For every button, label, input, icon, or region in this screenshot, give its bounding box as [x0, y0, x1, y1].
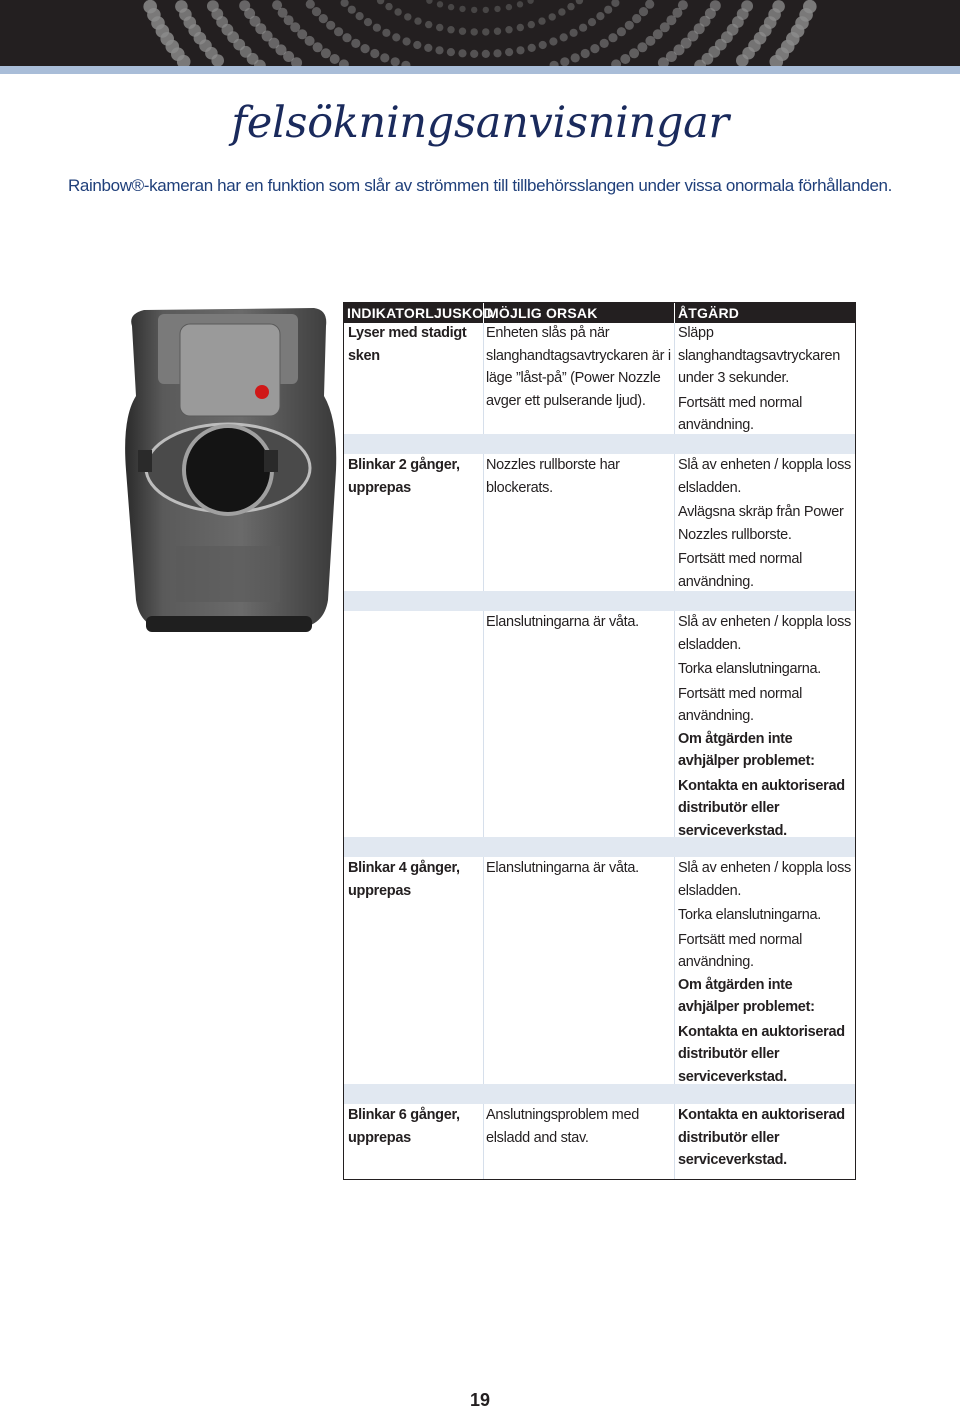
- decorative-dot: [394, 8, 401, 15]
- decorative-dot: [356, 12, 364, 20]
- decorative-dot: [239, 0, 250, 11]
- decorative-dot: [590, 44, 599, 53]
- intro-text: Rainbow®-kameran har en funktion som slår av strömmen till tillbehörsslangen under vissa onormala förhållanden.: [67, 176, 893, 195]
- decorative-dot: [632, 14, 641, 23]
- decorative-dot: [471, 28, 478, 35]
- decorative-dot: [373, 24, 381, 32]
- decorative-dot: [600, 39, 609, 48]
- decorative-dot: [334, 27, 343, 36]
- decorative-dot: [506, 4, 512, 10]
- decorative-dot: [458, 49, 466, 57]
- decorative-dot: [611, 0, 619, 7]
- row-separator: [344, 434, 855, 454]
- decorative-dot: [588, 18, 596, 26]
- decorative-dot: [392, 33, 400, 41]
- action-row-3: [678, 611, 854, 842]
- decorative-dot: [576, 0, 583, 4]
- decorative-dot: [579, 24, 587, 32]
- indicator-code-4-blinks: Blinkar 4 gånger, upprepas: [348, 860, 460, 899]
- decorative-dot: [625, 21, 634, 30]
- decorative-dot: [313, 42, 323, 52]
- decorative-dot: [516, 46, 524, 54]
- header-action: ÅTGÄRD: [674, 303, 855, 323]
- cause-connection-problem: Anslutningsproblem med elsladd and stav.: [486, 1107, 639, 1146]
- decorative-dot: [570, 29, 578, 37]
- decorative-dot: [403, 37, 411, 45]
- decorative-dot: [596, 12, 604, 20]
- action-step-bold: Kontakta en auktoriserad distributör eller serviceverkstad.: [678, 1107, 845, 1168]
- decorative-dot: [385, 3, 392, 10]
- decorative-dot: [639, 7, 648, 16]
- decorative-dot: [528, 21, 535, 28]
- cause-wet-connections: Elanslutningarna är våta.: [486, 614, 639, 630]
- decorative-dot: [424, 44, 432, 52]
- decorative-dot: [608, 33, 617, 42]
- banner-stripe: [0, 66, 960, 74]
- action-row-1: [678, 322, 854, 437]
- indicator-code-2-blinks: Blinkar 2 gånger, upprepas: [348, 457, 460, 496]
- decorative-dot: [341, 0, 349, 7]
- decorative-dot: [505, 48, 513, 56]
- decorative-dot: [629, 48, 639, 58]
- decorative-dot: [558, 8, 565, 15]
- decorative-dot: [435, 46, 443, 54]
- decorative-dot: [448, 4, 454, 10]
- action-step: Slå av enheten / koppla loss elsladden.: [678, 457, 851, 496]
- indicator-code-steady: Lyser med stadigt sken: [348, 325, 467, 364]
- decorative-dot: [404, 13, 411, 20]
- header-possible-cause: MÖJLIG ORSAK: [483, 303, 674, 323]
- decorative-dot: [505, 26, 512, 33]
- decorative-dot: [326, 21, 335, 30]
- row-separator: [344, 591, 855, 611]
- decorative-dot: [306, 0, 315, 9]
- action-row-4: [678, 857, 854, 1088]
- decorative-dot: [567, 3, 574, 10]
- cause-trigger-locked: Enheten slås på när slanghandtagsavtryckaren är i läge ”låst-på” (Power Nozzle avger ett pulserande ljud).: [486, 325, 671, 409]
- action-step: Fortsätt med normal användning.: [678, 931, 803, 970]
- decorative-dot: [517, 1, 523, 7]
- decorative-dot: [437, 1, 443, 7]
- decorative-dot: [361, 44, 370, 53]
- decorative-dot: [272, 0, 282, 10]
- decorative-dot: [538, 17, 545, 24]
- decorative-dot: [377, 0, 384, 4]
- device-photo: [118, 300, 340, 652]
- decorative-dot: [494, 28, 501, 35]
- decorative-dot: [321, 48, 331, 58]
- dot-pattern-decoration: [0, 0, 960, 70]
- decorative-dot: [549, 37, 557, 45]
- action-step-bold: Kontakta en auktoriserad distributör eller serviceverkstad.: [678, 1023, 845, 1085]
- decorative-dot: [436, 24, 443, 31]
- decorative-dot: [471, 7, 477, 13]
- decorative-dot: [645, 0, 654, 9]
- decorative-dot: [459, 6, 465, 12]
- decorative-dot: [527, 0, 533, 4]
- page-title: felsökningsanvisningar: [231, 98, 729, 148]
- decorative-dot: [348, 6, 356, 14]
- decorative-dot: [581, 49, 590, 58]
- decorative-dot: [539, 41, 547, 49]
- decorative-dot: [482, 50, 490, 58]
- decorative-dot: [330, 54, 340, 64]
- troubleshooting-table: [343, 302, 856, 1180]
- decorative-dot: [380, 53, 389, 62]
- decorative-dot: [312, 7, 321, 16]
- decorative-dot: [604, 6, 612, 14]
- decorative-dot: [370, 49, 379, 58]
- decorative-dot: [528, 44, 536, 52]
- decorative-dot: [447, 48, 455, 56]
- decorative-dot: [483, 7, 489, 13]
- decorative-dot: [364, 18, 372, 26]
- action-step: Torka elanslutningarna.: [678, 907, 822, 923]
- decorative-dot: [207, 0, 219, 12]
- action-step-bold: Om åtgärden inte avhjälper problemet:: [678, 730, 815, 769]
- decorative-dot: [645, 36, 655, 46]
- action-step: Slå av enheten / koppla loss elsladden.: [678, 860, 851, 899]
- decorative-dot: [482, 28, 489, 35]
- decorative-dot: [175, 0, 188, 13]
- table-header: [344, 303, 855, 323]
- decorative-dot: [425, 21, 432, 28]
- decorative-dot: [493, 49, 501, 57]
- decorative-dot: [549, 13, 556, 20]
- decorative-dot: [143, 0, 157, 13]
- decorative-dot: [342, 33, 351, 42]
- decorative-dot: [620, 54, 630, 64]
- action-step: Torka elanslutningarna.: [678, 661, 822, 677]
- action-row-2: [678, 454, 854, 593]
- decorative-dot: [382, 29, 390, 37]
- decorative-dot: [571, 53, 580, 62]
- action-step: Fortsätt med normal användning.: [678, 685, 803, 724]
- decorative-dot: [736, 54, 749, 67]
- indicator-code-6-blinks: Blinkar 6 gånger, upprepas: [348, 1107, 460, 1146]
- decorative-dot: [319, 14, 328, 23]
- top-banner: [0, 0, 960, 70]
- decorative-dot: [426, 0, 432, 4]
- page-number: 19: [469, 1390, 491, 1410]
- decorative-dot: [494, 6, 500, 12]
- decorative-dot: [617, 27, 626, 36]
- decorative-dot: [470, 50, 478, 58]
- action-row-5: [678, 1104, 854, 1172]
- decorative-dot: [414, 17, 421, 24]
- cause-wet-connections: Elanslutningarna är våta.: [486, 860, 639, 876]
- decorative-dot: [560, 33, 568, 41]
- decorative-dot: [351, 39, 360, 48]
- action-step: Fortsätt med normal användning.: [678, 551, 803, 590]
- action-step: Avlägsna skräp från Power Nozzles rullborste.: [678, 504, 844, 543]
- action-step: Släpp slanghandtagsavtryckaren under 3 sekunder.: [678, 325, 841, 386]
- action-step: Slå av enheten / koppla loss elsladden.: [678, 614, 851, 653]
- action-step: Fortsätt med normal användning.: [678, 394, 803, 433]
- header-indicator-code: INDIKATORLJUSKOD: [347, 305, 494, 321]
- decorative-dot: [459, 28, 466, 35]
- decorative-dot: [413, 41, 421, 49]
- action-step-bold: Om åtgärden inte avhjälper problemet:: [678, 976, 815, 1015]
- decorative-dot: [517, 24, 524, 31]
- action-step-bold: Kontakta en auktoriserad distributör eller serviceverkstad.: [678, 777, 845, 839]
- cause-brush-blocked: Nozzles rullborste har blockerats.: [486, 457, 620, 496]
- decorative-dot: [447, 26, 454, 33]
- decorative-dot: [637, 42, 647, 52]
